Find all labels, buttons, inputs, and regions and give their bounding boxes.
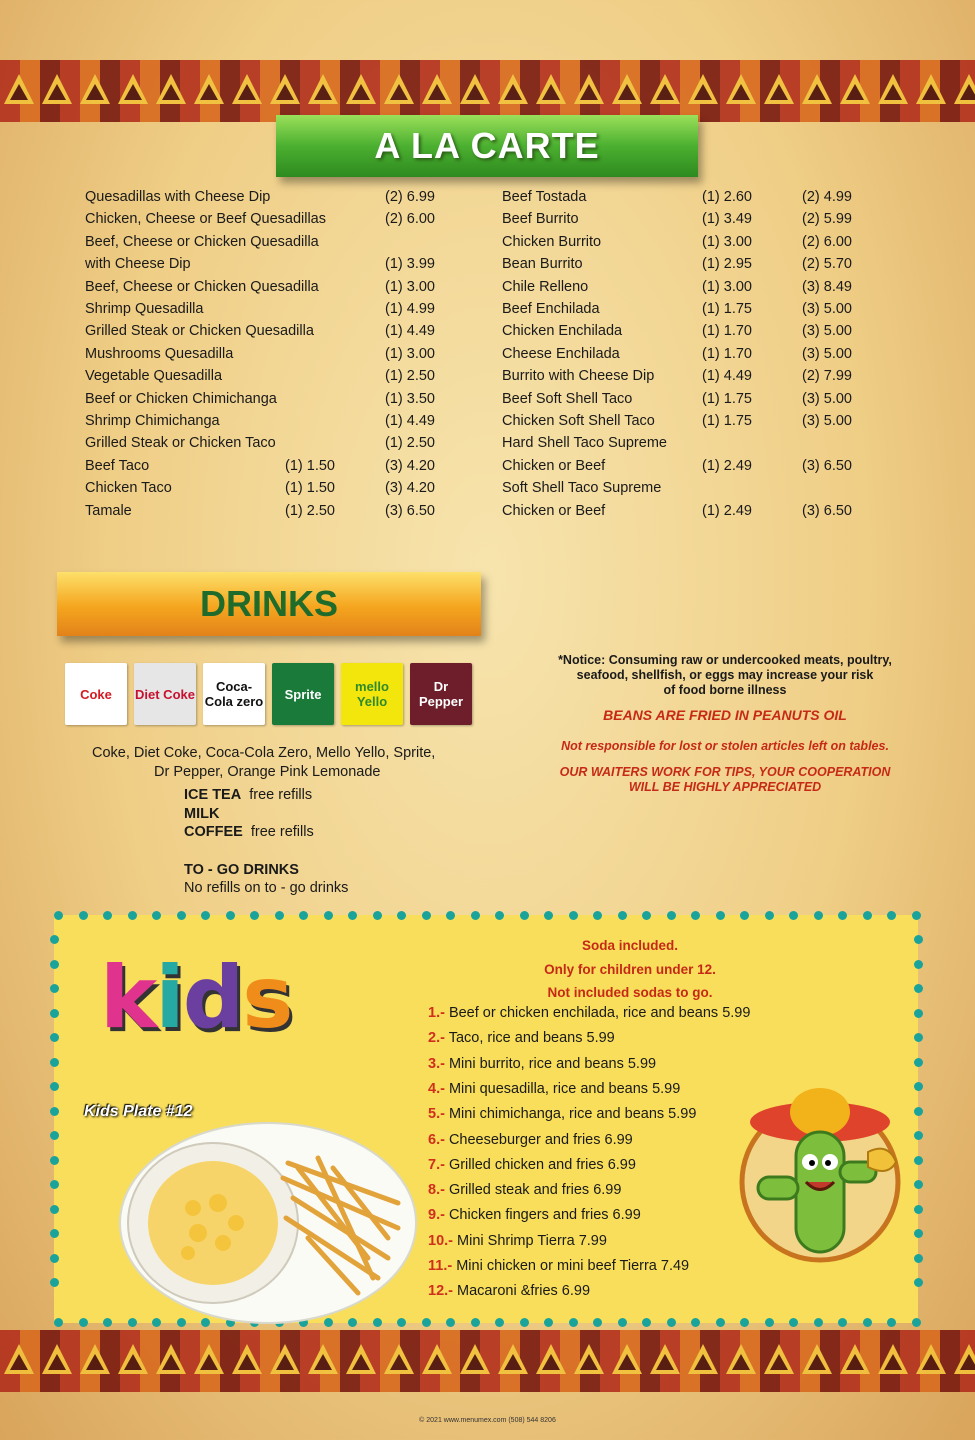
- border-dot: [716, 1318, 725, 1327]
- menu-item-price-2: (2) 5.70: [802, 256, 852, 273]
- bottom-decorative-border: [0, 1330, 975, 1392]
- border-triangle: [0, 60, 38, 122]
- kids-item-number: 1.-: [428, 1005, 445, 1021]
- border-dot: [50, 1058, 59, 1067]
- border-dot: [887, 911, 896, 920]
- border-dot: [299, 911, 308, 920]
- border-dot: [569, 911, 578, 920]
- kids-item-text: Chicken fingers and fries 6.99: [444, 1207, 641, 1224]
- menu-item-price: (1) 2.50: [385, 435, 435, 452]
- kids-menu-item: [428, 1283, 590, 1299]
- border-triangle: [608, 1330, 646, 1392]
- border-triangle: [0, 1330, 38, 1392]
- menu-item-name: Chicken Soft Shell Taco: [502, 413, 655, 429]
- menu-item-name: Mushrooms Quesadilla: [85, 345, 234, 362]
- kids-item-text: Grilled chicken and fries 6.99: [444, 1156, 636, 1173]
- consume-notice-1: *Notice: Consuming raw or undercooked meats, poultry,: [558, 653, 892, 667]
- kids-item-number: 7.-: [428, 1156, 445, 1173]
- menu-item-price-2: (2) 4.99: [802, 189, 852, 205]
- border-triangle: [342, 60, 380, 122]
- menu-item-name: Grilled Steak or Chicken Quesadilla: [85, 323, 314, 340]
- border-triangle: [266, 60, 304, 122]
- border-dot: [54, 1318, 63, 1327]
- kids-plate-image: [118, 1108, 418, 1328]
- border-dot: [593, 1318, 602, 1327]
- border-triangle: [684, 60, 722, 122]
- ice-tea-line: [184, 787, 312, 803]
- border-triangle: [912, 1330, 950, 1392]
- menu-item-name: Beef Taco: [85, 457, 150, 474]
- menu-item-price: (2) 6.99: [385, 189, 435, 205]
- menu-item-price: (1) 3.00: [385, 345, 435, 362]
- border-dot: [838, 911, 847, 920]
- border-dot: [103, 1318, 112, 1327]
- border-dot: [569, 1318, 578, 1327]
- drink-logo: Coca-Cola zero: [203, 663, 265, 725]
- menu-item-price: (1) 1.75: [702, 301, 752, 317]
- kids-item-text: Cheeseburger and fries 6.99: [444, 1131, 633, 1148]
- menu-item-price: (1) 3.49: [702, 211, 752, 228]
- menu-item-price: (1) 1.75: [702, 413, 752, 429]
- border-triangle: [418, 60, 456, 122]
- border-dot: [914, 1131, 923, 1140]
- border-dot: [914, 1205, 923, 1214]
- menu-item-price: (1) 2.49: [702, 457, 752, 474]
- kids-note-3: Not included sodas to go.: [547, 985, 713, 1000]
- border-dot: [50, 1131, 59, 1140]
- beans-notice: BEANS ARE FRIED IN PEANUTS OIL: [603, 707, 847, 723]
- border-triangle: [304, 60, 342, 122]
- drink-logo: Diet Coke: [134, 663, 196, 725]
- border-dot: [914, 984, 923, 993]
- kids-menu-item: [428, 1207, 641, 1223]
- border-dot: [544, 1318, 553, 1327]
- kids-item-number: 10.-: [428, 1232, 453, 1249]
- border-dot: [691, 1318, 700, 1327]
- border-triangle: [38, 1330, 76, 1392]
- border-dot: [495, 1318, 504, 1327]
- kids-title: kids: [100, 948, 292, 1048]
- border-dot: [914, 935, 923, 944]
- border-triangle: [798, 60, 836, 122]
- border-triangle: [646, 60, 684, 122]
- border-dot: [79, 1318, 88, 1327]
- border-dot: [863, 1318, 872, 1327]
- border-dot: [50, 1156, 59, 1165]
- kids-plate-label: Kids Plate #12: [84, 1103, 193, 1120]
- border-dot: [520, 1318, 529, 1327]
- menu-item-name: Chicken Enchilada: [502, 323, 623, 340]
- menu-item-price: (1) 3.00: [702, 233, 752, 250]
- coffee-note: free refills: [250, 824, 314, 840]
- border-dot: [446, 1318, 455, 1327]
- kids-menu-item: [428, 1106, 696, 1122]
- border-triangle: [950, 60, 975, 122]
- border-dot: [691, 911, 700, 920]
- border-dot: [50, 1033, 59, 1042]
- border-dot: [50, 1082, 59, 1091]
- menu-item-price: (1) 1.75: [702, 390, 752, 407]
- menu-item-price: (1) 2.60: [702, 189, 752, 205]
- menu-item-price: (1) 4.49: [385, 323, 435, 340]
- menu-item-price: (1) 3.00: [385, 278, 435, 295]
- menu-item-price-2: (3) 5.00: [802, 390, 852, 407]
- coffee-line: [184, 824, 314, 840]
- menu-item-price: (1) 1.50: [285, 480, 335, 497]
- border-dot: [275, 911, 284, 920]
- border-dot: [914, 1009, 923, 1018]
- border-triangle: [342, 1330, 380, 1392]
- menu-item-name: Grilled Steak or Chicken Taco: [85, 435, 276, 452]
- border-dot: [103, 911, 112, 920]
- border-dot: [912, 1318, 921, 1327]
- top-decorative-border: [0, 60, 975, 122]
- border-dot: [789, 911, 798, 920]
- menu-item-name: with Cheese Dip: [85, 256, 191, 273]
- kids-menu-item: [428, 1157, 636, 1173]
- border-dot: [914, 1058, 923, 1067]
- border-triangle: [836, 1330, 874, 1392]
- border-triangle: [76, 1330, 114, 1392]
- menu-item-name: Chicken or Beef: [502, 457, 606, 474]
- border-triangle: [380, 1330, 418, 1392]
- border-triangle: [38, 60, 76, 122]
- border-dot: [250, 911, 259, 920]
- border-triangle: [228, 1330, 266, 1392]
- border-triangle: [684, 1330, 722, 1392]
- menu-item-name: Shrimp Chimichanga: [85, 413, 220, 429]
- menu-item-price-2: (3) 6.50: [802, 457, 852, 474]
- border-dot: [324, 911, 333, 920]
- border-dot: [50, 1205, 59, 1214]
- drinks-title: DRINKS: [57, 572, 481, 636]
- kids-item-number: 2.-: [428, 1030, 445, 1047]
- border-triangle: [152, 1330, 190, 1392]
- border-dot: [667, 1318, 676, 1327]
- border-dot: [914, 1082, 923, 1091]
- kids-item-text: Mini chimichanga, rice and beans 5.99: [444, 1106, 697, 1123]
- border-triangle: [836, 60, 874, 122]
- menu-item-name: Beef or Chicken Chimichanga: [85, 390, 277, 407]
- kids-note-2: Only for children under 12.: [544, 962, 716, 977]
- milk-label: MILK: [184, 806, 220, 822]
- border-dot: [912, 911, 921, 920]
- menu-item-price: (1) 1.70: [702, 345, 752, 362]
- border-dot: [914, 1180, 923, 1189]
- border-triangle: [798, 1330, 836, 1392]
- border-dot: [50, 1254, 59, 1263]
- border-triangle: [456, 60, 494, 122]
- border-triangle: [532, 60, 570, 122]
- border-dot: [50, 1278, 59, 1287]
- border-dot: [79, 911, 88, 920]
- kids-item-text: Mini Shrimp Tierra 7.99: [453, 1232, 607, 1249]
- border-triangle: [760, 60, 798, 122]
- kids-item-number: 5.-: [428, 1106, 445, 1123]
- border-dot: [152, 911, 161, 920]
- kids-item-number: 6.-: [428, 1131, 445, 1148]
- border-dot: [128, 911, 137, 920]
- border-dot: [642, 911, 651, 920]
- kids-item-text: Mini chicken or mini beef Tierra 7.49: [452, 1258, 690, 1274]
- kids-item-number: 3.-: [428, 1055, 445, 1072]
- lost-notice: Not responsible for lost or stolen articles left on tables.: [561, 739, 889, 753]
- menu-item-price: (1) 1.50: [285, 457, 335, 474]
- border-dot: [814, 1318, 823, 1327]
- border-dot: [373, 911, 382, 920]
- menu-item-name: Beef Enchilada: [502, 301, 600, 317]
- border-dot: [914, 1254, 923, 1263]
- border-triangle: [304, 1330, 342, 1392]
- border-triangle: [266, 1330, 304, 1392]
- consume-notice-2: seafood, shellfish, or eggs may increase your risk: [576, 668, 874, 682]
- kids-menu-item: [428, 1030, 615, 1046]
- border-triangle: [190, 60, 228, 122]
- border-dot: [50, 1229, 59, 1238]
- border-dot: [863, 911, 872, 920]
- ice-tea-label: ICE TEA: [184, 787, 242, 803]
- border-dot: [765, 1318, 774, 1327]
- border-dot: [814, 911, 823, 920]
- border-dot: [446, 911, 455, 920]
- menu-item-price: (1) 3.99: [385, 256, 435, 273]
- menu-item-price-2: (3) 4.20: [385, 480, 435, 497]
- kids-menu-item: [428, 1056, 656, 1072]
- menu-item-price: (1) 4.99: [385, 301, 435, 317]
- drink-logo: Dr Pepper: [410, 663, 472, 725]
- kids-item-text: Grilled steak and fries 6.99: [444, 1182, 622, 1199]
- border-triangle: [570, 60, 608, 122]
- menu-item-name: Soft Shell Taco Supreme: [502, 480, 662, 497]
- menu-item-name: Vegetable Quesadilla: [85, 368, 223, 385]
- menu-item-name: Beef, Cheese or Chicken Quesadilla: [85, 233, 319, 250]
- border-dot: [914, 1107, 923, 1116]
- kids-menu-item: [428, 1005, 750, 1021]
- kids-item-number: 8.-: [428, 1182, 445, 1199]
- border-dot: [495, 911, 504, 920]
- menu-item-name: Beef Soft Shell Taco: [502, 390, 633, 407]
- menu-item-price-2: (3) 5.00: [802, 345, 852, 362]
- menu-item-price: (1) 2.50: [285, 502, 335, 519]
- border-dot: [50, 1107, 59, 1116]
- togo-label: TO - GO DRINKS: [184, 862, 299, 878]
- kids-menu-item: [428, 1132, 633, 1148]
- border-triangle: [152, 60, 190, 122]
- border-triangle: [570, 1330, 608, 1392]
- coffee-label: COFFEE: [184, 824, 243, 840]
- border-triangle: [950, 1330, 975, 1392]
- border-dot: [471, 911, 480, 920]
- border-dot: [914, 1033, 923, 1042]
- menu-item-price-2: (3) 6.50: [802, 502, 852, 519]
- drinks-list-line2: Dr Pepper, Orange Pink Lemonade: [154, 764, 381, 780]
- border-triangle: [874, 60, 912, 122]
- cactus-mascot-image: [738, 1082, 908, 1272]
- menu-item-name: Chicken, Cheese or Beef Quesadillas: [85, 211, 326, 228]
- menu-item-price: (1) 1.70: [702, 323, 752, 340]
- border-dot: [201, 911, 210, 920]
- menu-item-price: (1) 4.49: [702, 368, 752, 385]
- menu-item-name: Chicken Taco: [85, 480, 172, 497]
- menu-item-price: (1) 2.49: [702, 502, 752, 519]
- menu-item-name: Bean Burrito: [502, 256, 583, 273]
- menu-item-name: Beef, Cheese or Chicken Quesadilla: [85, 278, 319, 295]
- border-triangle: [456, 1330, 494, 1392]
- border-dot: [740, 911, 749, 920]
- border-triangle: [418, 1330, 456, 1392]
- menu-item-name: Cheese Enchilada: [502, 345, 620, 362]
- kids-note-1: Soda included.: [581, 938, 678, 953]
- border-triangle: [228, 60, 266, 122]
- border-dot: [789, 1318, 798, 1327]
- footer-credit: © 2021 www.menumex.com (508) 544 8206: [419, 1417, 556, 1424]
- border-dot: [50, 960, 59, 969]
- kids-menu-item: [428, 1258, 689, 1274]
- menu-item-name: Beef Tostada: [502, 189, 587, 205]
- menu-item-price-2: (3) 6.50: [385, 502, 435, 519]
- drink-logo: Sprite: [272, 663, 334, 725]
- border-triangle: [874, 1330, 912, 1392]
- menu-item-price-2: (2) 5.99: [802, 211, 852, 228]
- consume-notice-3: of food borne illness: [663, 683, 787, 697]
- menu-item-price: (1) 3.00: [702, 278, 752, 295]
- border-dot: [520, 911, 529, 920]
- kids-item-number: 9.-: [428, 1207, 445, 1224]
- border-dot: [740, 1318, 749, 1327]
- alacarte-title: A LA CARTE: [276, 115, 698, 177]
- border-dot: [226, 911, 235, 920]
- border-dot: [50, 984, 59, 993]
- border-dot: [50, 935, 59, 944]
- border-triangle: [608, 60, 646, 122]
- border-dot: [593, 911, 602, 920]
- border-triangle: [76, 60, 114, 122]
- border-dot: [471, 1318, 480, 1327]
- menu-item-price-2: (3) 8.49: [802, 278, 852, 295]
- border-triangle: [760, 1330, 798, 1392]
- kids-item-number: 12.-: [428, 1283, 453, 1300]
- border-dot: [914, 1278, 923, 1287]
- border-dot: [765, 911, 774, 920]
- kids-item-number: 11.-: [428, 1258, 453, 1274]
- menu-item-name: Burrito with Cheese Dip: [502, 368, 655, 385]
- kids-item-text: Mini burrito, rice and beans 5.99: [444, 1055, 657, 1072]
- border-dot: [667, 911, 676, 920]
- border-triangle: [532, 1330, 570, 1392]
- drink-logos: [65, 663, 472, 725]
- menu-item-price: (1) 4.49: [385, 413, 435, 429]
- border-triangle: [722, 60, 760, 122]
- border-dot: [50, 1009, 59, 1018]
- border-dot: [177, 911, 186, 920]
- menu-item-price-2: (3) 4.20: [385, 457, 435, 474]
- border-dot: [716, 911, 725, 920]
- kids-menu-item: [428, 1182, 621, 1198]
- border-dot: [50, 1180, 59, 1189]
- menu-item-name: Chicken or Beef: [502, 502, 606, 519]
- border-triangle: [912, 60, 950, 122]
- drink-logo: Coke: [65, 663, 127, 725]
- border-triangle: [114, 1330, 152, 1392]
- menu-item-name: Chile Relleno: [502, 278, 589, 295]
- tips-notice-1: OUR WAITERS WORK FOR TIPS, YOUR COOPERATION: [559, 765, 891, 779]
- menu-item-name: Hard Shell Taco Supreme: [502, 435, 667, 452]
- border-triangle: [190, 1330, 228, 1392]
- menu-item-price: (1) 2.95: [702, 256, 752, 273]
- kids-item-text: Beef or chicken enchilada, rice and beans 5.99: [444, 1005, 751, 1021]
- menu-item-name: Shrimp Quesadilla: [85, 301, 204, 317]
- menu-item-price: (2) 6.00: [385, 211, 435, 228]
- drink-logo: mello Yello: [341, 663, 403, 725]
- border-dot: [618, 1318, 627, 1327]
- border-dot: [914, 1229, 923, 1238]
- menu-item-price-2: (3) 5.00: [802, 323, 852, 340]
- menu-item-price-2: (2) 7.99: [802, 368, 852, 385]
- tips-notice-2: WILL BE HIGHLY APPRECIATED: [628, 780, 822, 794]
- kids-item-text: Mini quesadilla, rice and beans 5.99: [444, 1080, 681, 1097]
- border-triangle: [380, 60, 418, 122]
- menu-item-price-2: (3) 5.00: [802, 301, 852, 317]
- ice-tea-note: free refills: [249, 787, 313, 803]
- kids-item-text: Taco, rice and beans 5.99: [444, 1030, 615, 1047]
- menu-item-name: Quesadillas with Cheese Dip: [85, 189, 271, 205]
- togo-note: No refills on to - go drinks: [184, 880, 349, 896]
- border-dot: [887, 1318, 896, 1327]
- border-dot: [914, 1156, 923, 1165]
- border-triangle: [114, 60, 152, 122]
- border-dot: [348, 911, 357, 920]
- drinks-list-line1: Coke, Diet Coke, Coca-Cola Zero, Mello Yello, Sprite,: [92, 745, 436, 761]
- menu-item-name: Beef Burrito: [502, 211, 579, 228]
- border-triangle: [646, 1330, 684, 1392]
- border-dot: [422, 1318, 431, 1327]
- border-triangle: [722, 1330, 760, 1392]
- kids-menu-item: [428, 1233, 607, 1249]
- border-dot: [914, 960, 923, 969]
- border-dot: [618, 911, 627, 920]
- menu-item-price-2: (3) 5.00: [802, 413, 852, 429]
- border-triangle: [494, 60, 532, 122]
- menu-item-name: Tamale: [85, 502, 132, 519]
- kids-menu-item: [428, 1081, 680, 1097]
- menu-item-price-2: (2) 6.00: [802, 233, 852, 250]
- menu-item-price: (1) 2.50: [385, 368, 435, 385]
- border-dot: [642, 1318, 651, 1327]
- border-dot: [422, 911, 431, 920]
- border-dot: [544, 911, 553, 920]
- border-dot: [397, 911, 406, 920]
- menu-item-name: Chicken Burrito: [502, 233, 602, 250]
- border-dot: [54, 911, 63, 920]
- border-triangle: [494, 1330, 532, 1392]
- kids-item-text: Macaroni &fries 6.99: [453, 1283, 591, 1300]
- border-dot: [838, 1318, 847, 1327]
- menu-item-price: (1) 3.50: [385, 390, 435, 407]
- kids-item-number: 4.-: [428, 1080, 445, 1097]
